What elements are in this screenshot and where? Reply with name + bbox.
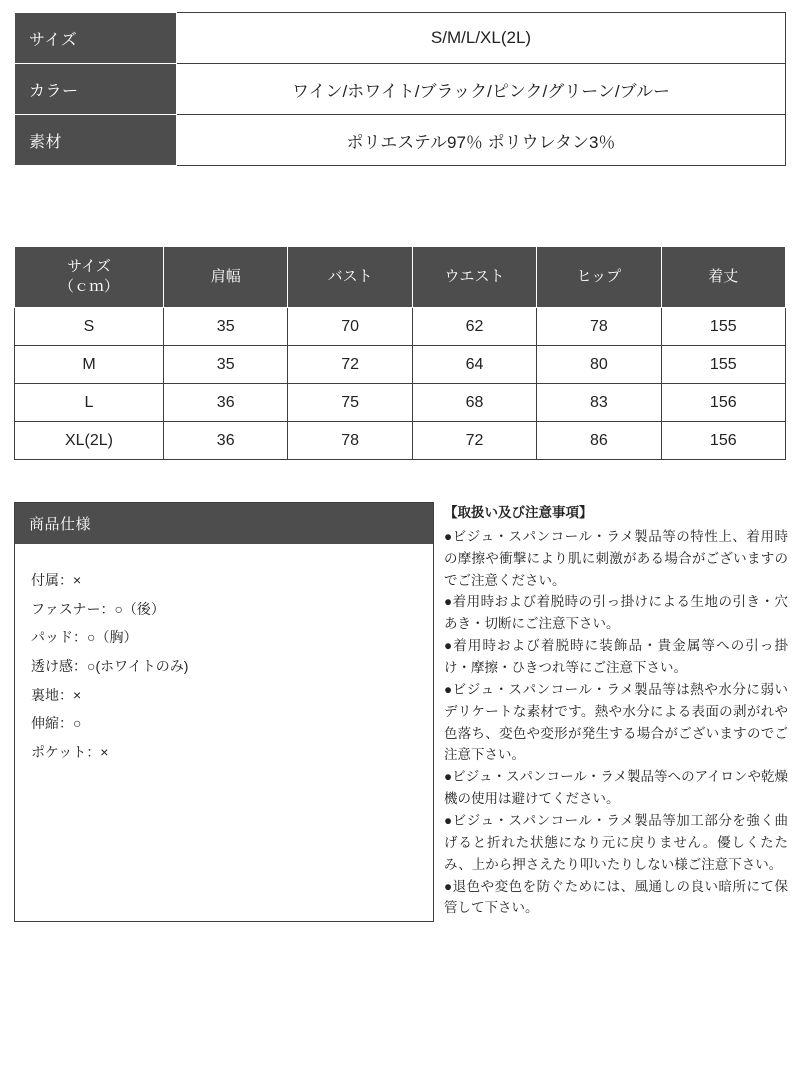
table-row — [15, 346, 786, 384]
list-item: ポケット：× — [31, 744, 109, 761]
measurement-table — [14, 246, 786, 460]
note-item: ●退色や変色を防ぐためには、風通しの良い暗所にて保管して下さい。 — [444, 878, 788, 916]
note-item: ●ビジュ・スパンコール・ラメ製品等加工部分を強く曲げると折れた状態になり元に戻りません。優しくたたみ、上から押さえたり叩いたりしない様ご注意下さい。 — [444, 813, 788, 872]
list-item: 伸縮：○ — [31, 715, 82, 732]
spec-value-material: ポリエステル97％ ポリウレタン3％ — [177, 115, 786, 166]
cell-bust: 70 — [288, 308, 412, 346]
list-item: 付属：× — [31, 572, 82, 588]
column-header-size-line2: （ｃｍ） — [58, 278, 119, 295]
cell-waist: 62 — [412, 308, 536, 346]
cell-hip: 86 — [537, 422, 661, 460]
list-item: ファスナー：○（後） — [31, 600, 165, 617]
column-header-size-line1: サイズ — [67, 257, 111, 275]
cell-waist: 72 — [412, 422, 536, 460]
cell-size: S — [15, 308, 164, 346]
spec-value-size: S/M/L/XL(2L) — [177, 13, 786, 64]
cell-shoulder: 36 — [164, 422, 288, 460]
table-row — [15, 384, 786, 422]
table-row — [15, 308, 786, 346]
column-header-length: 着丈 — [661, 247, 785, 308]
cell-length: 155 — [661, 346, 785, 384]
cell-waist: 64 — [412, 346, 536, 384]
product-spec-list — [15, 544, 433, 783]
cell-size: XL(2L) — [15, 422, 164, 460]
handling-notes-title: 【取扱い及び注意事項】 — [444, 505, 593, 520]
cell-bust: 78 — [288, 422, 412, 460]
cell-hip: 78 — [537, 308, 661, 346]
cell-bust: 75 — [288, 384, 412, 422]
table-header-row — [15, 247, 786, 308]
table-row — [15, 13, 786, 64]
cell-shoulder: 36 — [164, 384, 288, 422]
list-item: 透け感：○(ホワイトのみ) — [31, 658, 189, 675]
table-row — [15, 422, 786, 460]
cell-hip: 80 — [537, 346, 661, 384]
list-item: 裏地：× — [31, 686, 82, 703]
cell-shoulder: 35 — [164, 346, 288, 384]
note-item: ●着用時および着脱時の引っ掛けによる生地の引き・穴あき・切断にご注意下さい。 — [444, 594, 788, 632]
cell-bust: 72 — [288, 346, 412, 384]
note-item: ●着用時および着脱時に装飾品・貴金属等への引っ掛け・摩擦・ひきつれ等にご注意下さい。 — [444, 638, 788, 676]
spec-value-color: ワイン/ホワイト/ブラック/ピンク/グリーン/ブルー — [177, 64, 786, 115]
cell-size: M — [15, 346, 164, 384]
cell-waist: 68 — [412, 384, 536, 422]
spec-label-size: サイズ — [15, 13, 177, 64]
cell-shoulder: 35 — [164, 308, 288, 346]
note-item: ●ビジュ・スパンコール・ラメ製品等の特性上、着用時の摩擦や衝撃により肌に刺激がある場合がございますのでご注意ください。 — [444, 528, 788, 588]
column-header-shoulder: 肩幅 — [164, 247, 288, 308]
list-item: パッド：○（胸） — [31, 629, 138, 646]
column-header-size — [15, 247, 164, 308]
cell-length: 156 — [661, 384, 785, 422]
product-spec-table — [14, 12, 786, 166]
table-row — [15, 115, 786, 166]
spec-label-material: 素材 — [15, 115, 177, 166]
table-row — [15, 64, 786, 115]
column-header-hip: ヒップ — [537, 247, 661, 308]
column-header-waist: ウエスト — [412, 247, 536, 308]
spec-label-color: カラー — [15, 64, 177, 115]
product-spec-box — [14, 502, 434, 922]
cell-length: 156 — [661, 422, 785, 460]
handling-notes — [444, 502, 788, 919]
cell-size: L — [15, 384, 164, 422]
note-item: ●ビジュ・スパンコール・ラメ製品等へのアイロンや乾燥機の使用は避けてください。 — [444, 769, 788, 807]
product-spec-title: 商品仕様 — [15, 503, 433, 544]
column-header-bust: バスト — [288, 247, 412, 308]
note-item: ●ビジュ・スパンコール・ラメ製品等は熱や水分に弱いデリケートな素材です。熱や水分による表面の剥がれや色落ち、変色や変形が発生する場合がございますのでご注意下さい。 — [444, 681, 788, 763]
cell-hip: 83 — [537, 384, 661, 422]
cell-length: 155 — [661, 308, 785, 346]
